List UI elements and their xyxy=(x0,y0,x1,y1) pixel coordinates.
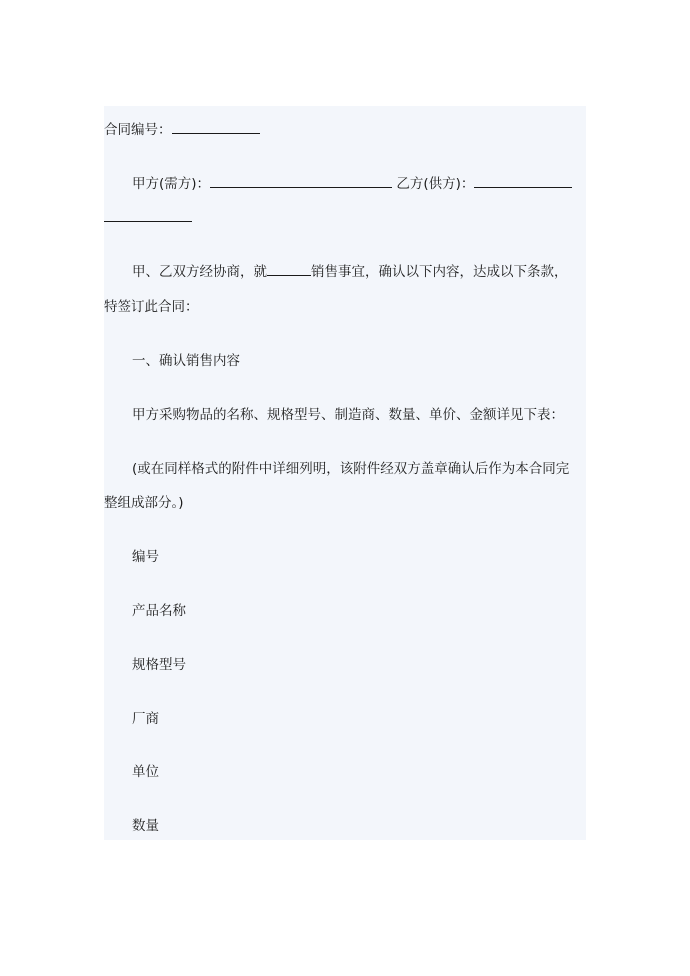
field-manufacturer: 厂商 xyxy=(132,711,159,727)
party-b-blank[interactable] xyxy=(474,174,572,188)
party-b-blank-continued xyxy=(104,208,192,227)
party-b-blank-2[interactable] xyxy=(104,208,192,222)
intro-text: 甲、乙双方经协商，就 xyxy=(132,264,267,280)
field-number: 编号 xyxy=(132,549,159,565)
note-line-2: 整组成部分。) xyxy=(104,495,184,511)
contract-number-blank[interactable] xyxy=(172,120,260,134)
contract-number-line xyxy=(104,120,260,139)
section-1-paragraph: 甲方采购物品的名称、规格型号、制造商、数量、单价、金额详见下表： xyxy=(132,407,564,423)
contract-number-label: 合同编号： xyxy=(104,122,172,138)
intro-line-1 xyxy=(132,262,568,281)
field-unit: 单位 xyxy=(132,764,159,780)
party-a-blank[interactable] xyxy=(210,174,392,188)
intro-line-2: 特签订此合同： xyxy=(104,299,199,315)
field-product-name: 产品名称 xyxy=(132,603,186,619)
party-b-label: 乙方(供方)： xyxy=(396,176,475,192)
party-a-label: 甲方(需方)： xyxy=(132,176,211,192)
field-quantity: 数量 xyxy=(132,818,159,834)
product-blank[interactable] xyxy=(267,262,311,276)
parties-line xyxy=(132,174,572,193)
note-line-1: (或在同样格式的附件中详细列明，该附件经双方盖章确认后作为本合同完 xyxy=(132,461,570,477)
intro-text-2: 销售事宜，确认以下内容，达成以下条款， xyxy=(311,264,568,280)
section-1-title: 一、确认销售内容 xyxy=(132,353,240,369)
field-spec-model: 规格型号 xyxy=(132,657,186,673)
